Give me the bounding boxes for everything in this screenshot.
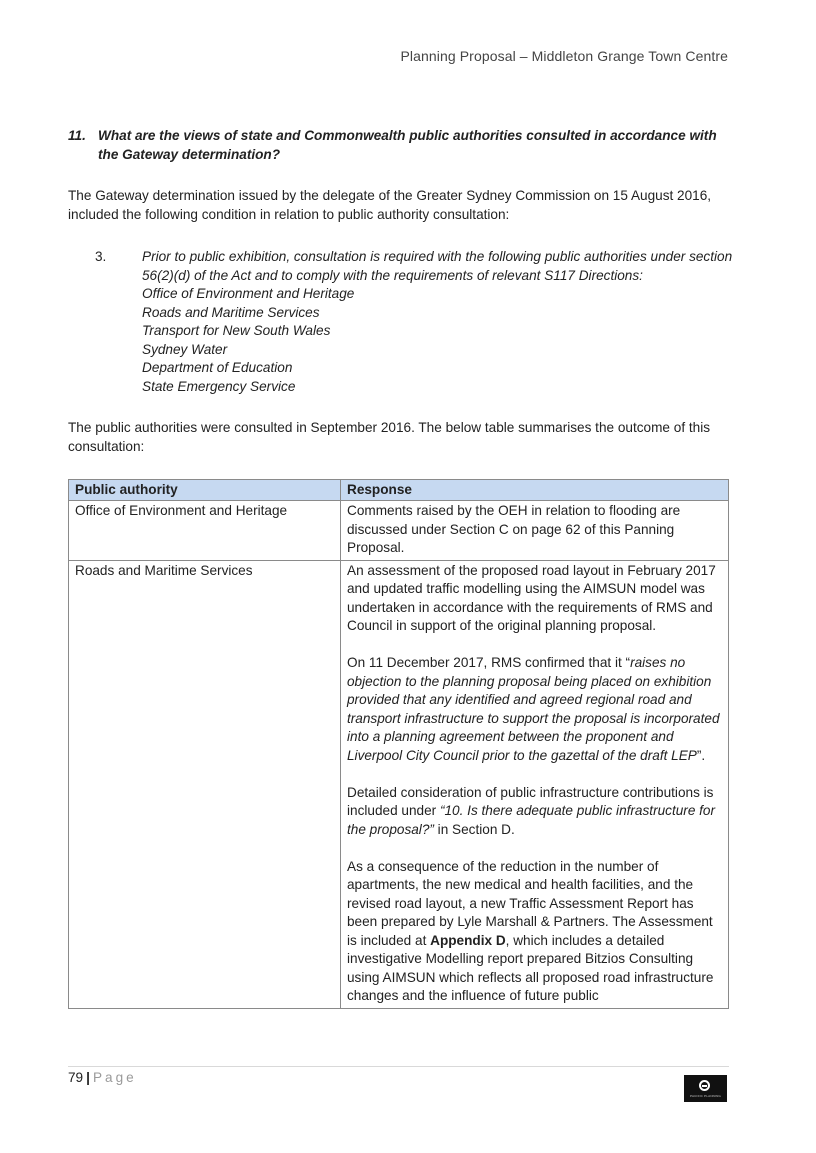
question-heading — [68, 126, 738, 164]
page-number — [68, 1070, 137, 1085]
authority-list-item: Transport for New South Wales — [142, 323, 331, 338]
page-separator: | — [86, 1070, 90, 1085]
response-cell — [341, 560, 729, 1008]
response-paragraph: Detailed consideration of public infrastructure contributions is included under “10. Is there adequate public infrastructure for the proposal?” in Section D. — [347, 784, 716, 837]
condition-text: Prior to public exhibition, consultation is required with the following public authorities under section 56(2)(d) of the Act and to comply with the requirements of relevant S117 Directions: — [142, 249, 733, 283]
intro-paragraph: The Gateway determination issued by the delegate of the Greater Sydney Commission on 15 August 2016, included the following condition in relation to public authority consultation: — [68, 188, 712, 222]
response-paragraph: An assessment of the proposed road layout in February 2017 and updated traffic modelling using the AIMSUN model was undertaken in accordance with the requirements of RMS and Council in support of the original planning proposal. — [347, 562, 716, 633]
footer-rule — [68, 1066, 729, 1067]
section-reference: “10. Is there adequate public infrastructure for the proposal?” — [347, 803, 716, 837]
table-header-row — [69, 480, 729, 501]
page-number-value: 79 — [68, 1070, 84, 1085]
response-paragraph: On 11 December 2017, RMS confirmed that it “raises no objection to the planning proposal being placed on exhibition provided that any identified and agreed regional road and transport infrastructure to support the proposal is incorporated into a planning agreement between the proponent and Liverpool City Council prior to the gazettal of the draft LEP”. — [347, 655, 720, 763]
gateway-condition — [95, 248, 745, 396]
authority-list-item: Department of Education — [142, 360, 293, 375]
logo-mark-icon — [699, 1080, 710, 1091]
authority-list-item: Sydney Water — [142, 341, 228, 357]
authority-list-item: Office of Environment and Heritage — [142, 286, 355, 301]
authority-list-item: State Emergency Service — [142, 378, 296, 394]
response-paragraph: As a consequence of the reduction in the number of apartments, the new medical and health facilities, and the revised road layout, a new Traffic Assessment Report has been prepared by Lyle Marshall & Partners. The Assessment is included at Appendix D, which includes a detailed investigative Modelling report prepared Bitzios Consulting using AIMSUN which reflects all proposed road infrastructure changes and the influence of future public — [347, 858, 714, 1003]
column-header-authority: Public authority — [69, 480, 341, 501]
authority-list-item: Roads and Maritime Services — [142, 304, 320, 320]
running-header: Planning Proposal – Middleton Grange Town Centre — [400, 48, 728, 64]
question-text: What are the views of state and Commonwealth public authorities consulted in accordance with the Gateway determination? — [98, 128, 717, 162]
table-row — [69, 560, 729, 1008]
consultation-table — [68, 479, 729, 1009]
response-cell: Comments raised by the OEH in relation to flooding are discussed under Section C on page 62 of this Panning Proposal. — [341, 501, 729, 561]
authority-cell: Roads and Maritime Services — [69, 560, 341, 1008]
rms-quote: raises no objection to the planning proposal being placed on exhibition provided that any identified and agreed regional road and transport infrastructure to support the proposal is incorporated into a planning agreement between the proponent and Liverpool City Council prior to the gazettal of the draft LEP — [347, 655, 720, 763]
summary-paragraph: The public authorities were consulted in September 2016. The below table summarises the outcome of this consultation: — [68, 420, 711, 454]
appendix-reference: Appendix D — [430, 932, 506, 948]
authority-cell: Office of Environment and Heritage — [69, 501, 341, 561]
company-logo — [684, 1075, 727, 1102]
question-number: 11. — [68, 128, 86, 143]
page-label: Page — [92, 1070, 137, 1085]
logo-text: PACIFIC PLANNING — [690, 1094, 721, 1098]
condition-number: 3. — [95, 249, 107, 264]
column-header-response: Response — [341, 480, 729, 501]
table-row — [69, 501, 729, 561]
